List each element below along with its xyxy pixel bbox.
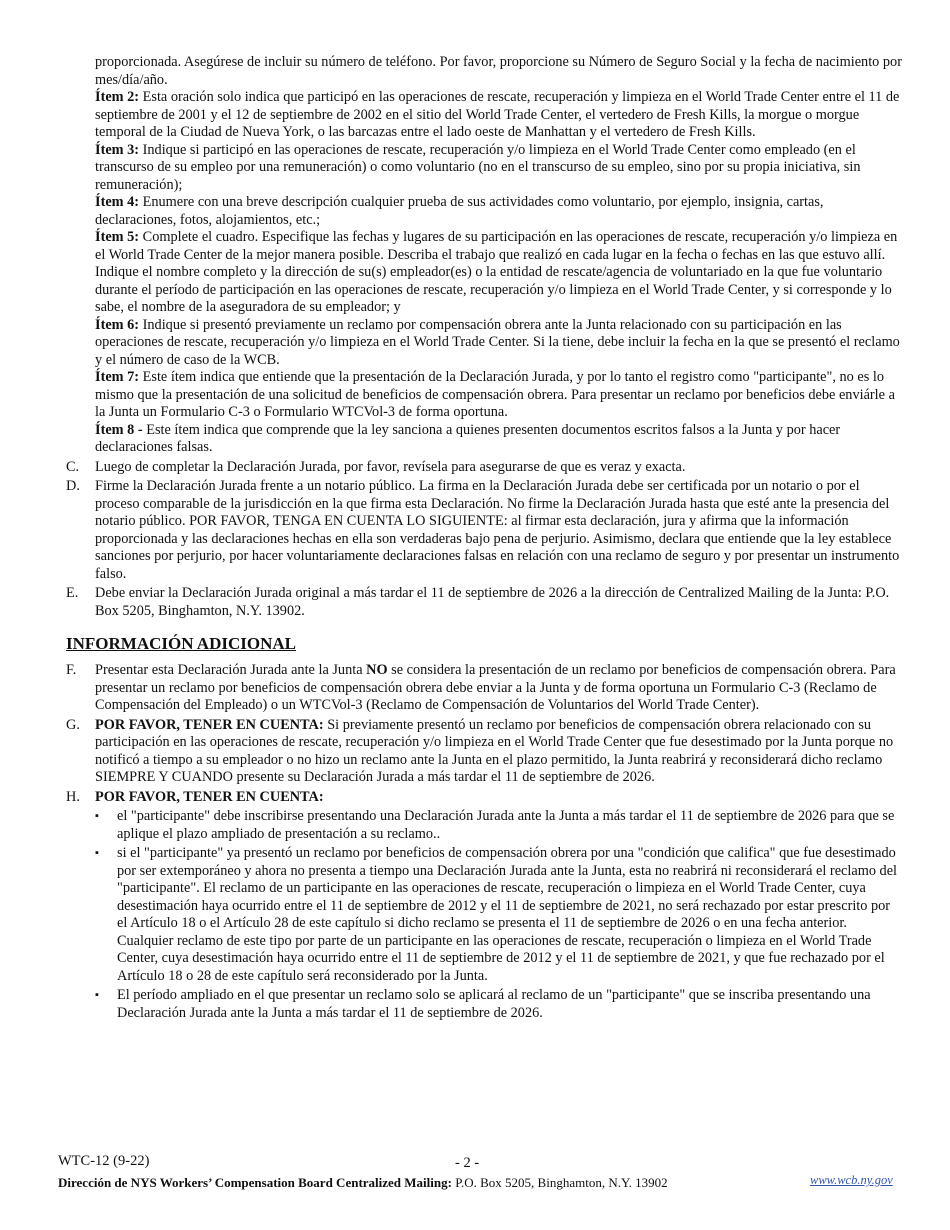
- intro-continuation: [95, 54, 902, 89]
- item-label: Ítem 3:: [95, 141, 140, 158]
- item-2: [95, 89, 902, 142]
- bullet-icon: ▪: [95, 989, 99, 1001]
- item-3: [95, 142, 902, 195]
- item-label: Ítem 6:: [95, 316, 140, 333]
- item-text: Enumere con una breve descripción cualquier prueba de sus actividades como voluntario, por ejemplo, insignia, cartas, declaraciones, fotos, alojamientos, etc.;: [95, 194, 824, 228]
- additional-f: [66, 662, 902, 715]
- item-text: Este ítem indica que entiende que la presentación de la Declaración Jurada, y por lo tanto el registro como "participante", no es lo mismo que la presentación de una solicitud de beneficios de compensación obrera. Para presentar un reclamo por beneficios debe enviárle a la Junta un Formulario C-3 o Formulario WTCVol-3 de forma oportuna.: [95, 369, 895, 420]
- item-text: Indique si participó en las operaciones de rescate, recuperación y/o limpieza en el World Trade Center como empleado (en el transcurso de su empleo por una remuneración) o como voluntario (no en el transcurso de su empleo, sino por su propia iniciativa, sin remuneración);: [95, 141, 861, 193]
- bullet-icon: ▪: [95, 810, 99, 822]
- steps-list: [66, 459, 902, 621]
- form-id: WTC-12 (9-22): [58, 1153, 150, 1169]
- step-letter: E.: [66, 585, 79, 601]
- additional-h: [66, 789, 902, 1023]
- item-text: Esta oración solo indica que participó en las operaciones de rescate, recuperación y limpieza en el World Trade Center entre el 11 de septiembre de 2001 y el 12 de septiembre de 2002 en el sitio del World Trade Center, el vertedero de Fresh Kills, la morgue o morgue temporal de la Ciudad de Nueva York, o las barcazas entre el lado oeste de Manhattan y el vertedero de Fresh Kills.: [95, 89, 900, 140]
- item-label: Ítem 2:: [95, 89, 140, 105]
- item-text: proporcionada. Asegúrese de incluir su número de teléfono. Por favor, proporcione su Número de Seguro Social y la fecha de nacimiento por mes/día/año.: [95, 54, 902, 88]
- step-text-after: se considera la presentación de un reclamo por beneficios de compensación obrera. Para presentar un reclamo por beneficios de compensación obrera debe enviar a la Junta y de forma oportuna un Formulario C-3 (Reclamo de Compensación del Empleado) o un WTCVol-3 (Reclamo de Compensación de Voluntarios del World Trade Center).: [95, 662, 896, 713]
- item-4: [95, 194, 902, 229]
- additional-g: [66, 717, 902, 787]
- item-instructions: [66, 54, 902, 457]
- item-label: Ítem 4:: [95, 194, 140, 210]
- bullet-item: [95, 987, 902, 1022]
- item-text: Complete el cuadro. Especifique las fechas y lugares de su participación en las operaciones de rescate, recuperación y/o limpieza en el World Trade Center de la mejor manera posible. Describa el trabajo que realizó en cada lugar en la fecha o fechas en las que estuvo allí. Indique el nombre completo y la dirección de su(s) empleador(es) o la entidad de rescate/agencia de voluntariado en la que fue voluntario durante el período de participación en las operaciones de rescate, recuperación y/o limpieza en el World Trade Center, y si corresponde y lo sabe, el nombre de la aseguradora de su empleador; y: [95, 229, 898, 315]
- item-8: [95, 422, 902, 457]
- step-d: [66, 478, 902, 583]
- notice-bullets: [95, 808, 902, 1022]
- bullet-item: [95, 845, 902, 985]
- step-letter: F.: [66, 662, 77, 678]
- item-text: Indique si presentó previamente un reclamo por compensación obrera ante la Junta relacionado con su participación en las operaciones de rescate, recuperación y/o limpieza en el World Trade Center. Si la tiene, debe incluir la fecha en la que se presentó el reclamo y el número de caso de la WCB.: [95, 316, 900, 368]
- item-label: Ítem 8 -: [95, 421, 143, 438]
- mailing-address: [58, 1175, 668, 1191]
- additional-info-list: [66, 662, 902, 1022]
- step-letter: H.: [66, 788, 80, 805]
- bullet-text: El período ampliado en el que presentar un reclamo solo se aplicará al reclamo de un "participante" que se inscriba presentando una Declaración Jurada ante la Junta a más tardar el 11 de septiembre de 2026.: [117, 987, 871, 1021]
- notice-heading: POR FAVOR, TENER EN CUENTA:: [95, 716, 324, 733]
- item-7: [95, 369, 902, 422]
- step-letter: C.: [66, 458, 80, 475]
- bullet-text: si el "participante" ya presentó un reclamo por beneficios de compensación obrera por una "condición que califica" que fue desestimado por ser extemporáneo y ahora no presenta a tiempo una Declaración Jurada ante la Junta, esta no reabrirá ni reconsiderará el reclamo del "participante". El reclamo de un participante en las operaciones de rescate, recuperación o limpieza en el World Trade Center, cuya desestimación haya ocurrido entre el 11 de septiembre de 2012 y el 11 de septiembre de 2021, no será rechazado por estar prescrito por el Artículo 18 o el Artículo 28 de este capítulo si dicho reclamo se presenta el 11 de septiembre de 2026 o en una fecha anterior. Cualquier reclamo de este tipo por parte de un participante en las operaciones de rescate, recuperación o limpieza en el World Trade Center, cuya desestimación haya ocurrido entre el 11 de septiembre de 2012 y el 11 de septiembre de 2021, y que fue rechazado por el Artículo 18 o 28 de este capítulo será reconsiderado por la Junta.: [117, 845, 898, 984]
- step-e: [66, 585, 902, 620]
- step-text-before: Presentar esta Declaración Jurada ante la Junta: [95, 662, 367, 678]
- step-text: Luego de completar la Declaración Jurada, por favor, revísela para asegurarse de que es veraz y exacta.: [95, 458, 686, 475]
- step-c: [66, 459, 902, 477]
- website-link[interactable]: www.wcb.ny.gov: [810, 1173, 893, 1187]
- mailing-address-value: P.O. Box 5205, Binghamton, N.Y. 13902: [451, 1175, 668, 1190]
- section-title-additional-info: INFORMACIÓN ADICIONAL: [66, 634, 296, 653]
- step-text: Si previamente presentó un reclamo por beneficios de compensación obrera relacionado con su participación en las operaciones de rescate, recuperación y/o limpieza en el World Trade Center que fue desestimado por la Junta porque no notificó a tiempo a su empleador o no hizo un reclamo ante la Junta en el plazo permitido, la Junta reabrirá y reconsiderará dicho reclamo SIEMPRE Y CUANDO presente su Declaración Jurada a más tardar el 11 de septiembre de 2026.: [95, 716, 894, 785]
- item-5: [95, 229, 902, 317]
- bullet-item: [95, 808, 902, 843]
- step-text: Firme la Declaración Jurada frente a un notario público. La firma en la Declaración Jurada debe ser certificada por un notario o por el proceso comparable de la jurisdicción en la que firma esta Declaración. No firme la Declaración Jurada hasta que esté ante la presencia del notario público. POR FAVOR, TENGA EN CUENTA LO SIGUIENTE: al firmar esta declaración, jura y afirma que la información proporcionada y las declaraciones hechas en ella son verdaderas bajo pena de perjurio. Asimismo, declara que entiende que la ley establece sanciones por perjurio, por hacer voluntariamente declaraciones falsas en relación con una reclamo de seguro y por presentar un instrumento falso.: [95, 478, 900, 582]
- bullet-icon: ▪: [95, 847, 99, 859]
- step-letter: D.: [66, 478, 80, 494]
- notice-heading: POR FAVOR, TENER EN CUENTA:: [95, 788, 324, 805]
- item-label: Ítem 5:: [95, 229, 140, 245]
- item-text: Este ítem indica que comprende que la ley sanciona a quienes presenten documentos escritos falsos a la Junta y por hacer declaraciones falsas.: [95, 421, 841, 455]
- emphasis-no: NO: [366, 662, 388, 678]
- instructions-content: [66, 54, 902, 1024]
- step-letter: G.: [66, 716, 80, 733]
- item-label: Ítem 7:: [95, 369, 140, 385]
- page-number: - 2 -: [455, 1155, 480, 1171]
- mailing-address-label: Dirección de NYS Workers’ Compensation Board Centralized Mailing:: [58, 1175, 452, 1190]
- step-text: Debe enviar la Declaración Jurada original a más tardar el 11 de septiembre de 2026 a la dirección de Centralized Mailing de la Junta: P.O. Box 5205, Binghamton, N.Y. 13902.: [95, 585, 890, 619]
- bullet-text: el "participante" debe inscribirse presentando una Declaración Jurada ante la Junta a más tardar el 11 de septiembre de 2026 para que se aplique el plazo ampliado de presentación a su reclamo..: [117, 808, 895, 842]
- item-6: [95, 317, 902, 370]
